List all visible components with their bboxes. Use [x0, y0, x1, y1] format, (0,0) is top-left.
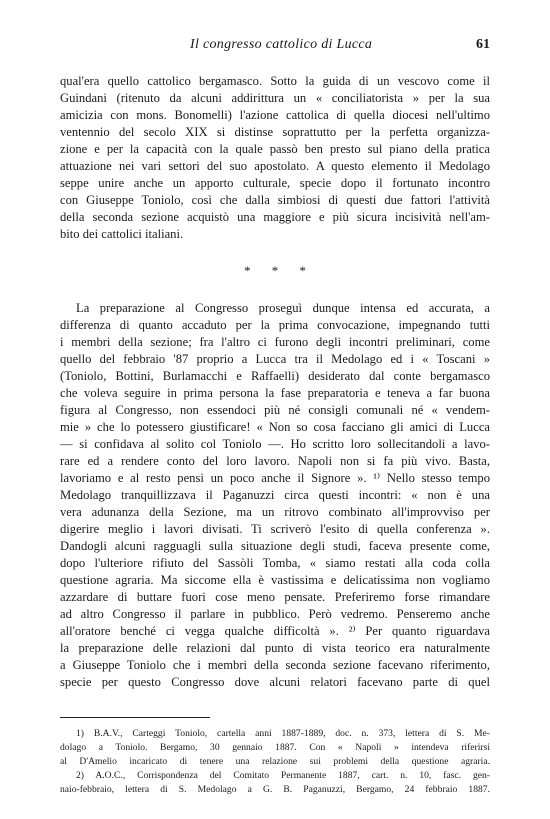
text-line: bito dei cattolici italiani.	[60, 227, 184, 241]
footnote-line: naio-febbraio, lettera di S. Medolago a G. B. Paganuzzi, Bergamo, 24 febbraio 1887.	[60, 784, 490, 795]
text-line: della seconda sezione acquistò una maggiore e più sicura incisività nell'am-	[60, 210, 490, 224]
footnote-line: dolago a Toniolo. Bergamo, 30 gennaio 1887. Con « Napoli » intendeva riferirsi	[60, 742, 490, 753]
text-line: zione e per la capacità con la quale passò ben presto sul piano della pratica	[60, 142, 490, 156]
text-line: dopo l'ulteriore rifiuto del Sassòli Tomba, « siamo restati alla coda colla	[60, 556, 490, 570]
text-line: quello del febbraio '87 proprio a Lucca tra il Medolago ed i « Toscani »	[60, 352, 490, 366]
text-line: qual'era quello cattolico bergamasco. Sotto la guida di un vescovo come il	[60, 74, 490, 88]
text-line: Dandogli alcuni ragguagli sulla situazione degli studi, faceva presente come,	[60, 539, 490, 553]
text-line: La preparazione al Congresso proseguì dunque intensa ed accurata, a	[76, 301, 490, 315]
text-line: ad altro Congresso il parlare in pubblico. Però vedremo. Penseremo anche	[60, 607, 490, 621]
text-line: Guindani (ritenuto da alcuni addirittura un « conciliatorista » per la sua	[60, 91, 490, 105]
text-line: lavoriamo e al resto pensi un poco anche il Signore ». ¹⁾ Nello stesso tempo	[60, 471, 490, 485]
text-line: la preparazione delle relazioni dal punto di vista teorico era naturalmente	[60, 641, 490, 655]
text-line: digerire meglio i lavori divisati. Ti scriverò l'esito di quella conferenza ».	[60, 522, 490, 536]
section-separator: * * *	[244, 263, 306, 278]
text-line: (Toniolo, Bottini, Burlamacchi e Raffaelli) desiderato dal conte bergamasco	[60, 369, 490, 383]
text-line: vera adunanza della Sezione, ma un ritrovo combinato all'improvviso per	[60, 505, 490, 519]
text-line: mie » che lo potessero giustificare! « Non so cosa facciano gli amici di Lucca	[60, 420, 490, 434]
text-line: all'oratore benché ci vegga qualche difficoltà ». ²⁾ Per quanto riguardava	[60, 624, 490, 638]
running-title: Il congresso cattolico di Lucca	[190, 37, 373, 52]
text-line: attuazione nei vari settori del suo apostolato. A questo elemento il Medolago	[60, 159, 490, 173]
text-line: seppe unire anche un apporto culturale, specie dopo il fortunato incontro	[60, 176, 490, 190]
text-line: che voleva seguire in prima persona la fase preparatoria e teneva a far buona	[60, 386, 490, 400]
text-line: ventennio del secolo XIX si distinse soprattutto per la perfetta organizza-	[60, 125, 490, 139]
text-line: figura al Congresso, non essendoci più né consigli comunali né « vendem-	[60, 403, 490, 417]
footnote-line: al D'Amelio incaricato di tenere una relazione sui problemi della questione agraria.	[60, 756, 490, 767]
text-line: a Giuseppe Toniolo che i membri della seconda sezione facevano riferimento,	[60, 658, 490, 672]
text-line: i membri della sezione; fra l'altro ci furono degli incontri preliminari, come	[60, 335, 490, 349]
footnote-line: 1) B.A.V., Carteggi Toniolo, cartella anni 1887-1889, doc. n. 373, lettera di S. Me-	[76, 728, 490, 739]
text-line: con Giuseppe Toniolo, così che dalla simbiosi di questi due fattori l'attività	[60, 193, 490, 207]
text-line: questione agraria. Ma siccome ella è vastissima e delicatissima non vogliamo	[60, 573, 490, 587]
text-line: rare ed a rendere conto del loro lavoro. Napoli non si fa più vivo. Basta,	[60, 454, 490, 468]
text-line: Medolago tranquillizzava il Paganuzzi circa questi incontri: « non è una	[60, 488, 490, 502]
text-line: azzardare di buttare fuori cose meno pensate. Preferiremo forse rimandare	[60, 590, 490, 604]
text-line: specie per questo Congresso dove alcuni relatori facevano parte di quel	[60, 675, 490, 689]
text-line: differenza di quanto accaduto per la prima convocazione, impegnando tutti	[60, 318, 490, 332]
page-header	[60, 37, 490, 57]
footnote-rule	[60, 717, 210, 718]
page-number: 61	[476, 37, 490, 52]
text-line: — si confidava al solito col Toniolo —. Ho scritto loro sollecitandoli a lavo-	[60, 437, 490, 451]
text-line: amicizia con mons. Bonomelli) l'azione cattolica di quella diocesi nell'ultimo	[60, 108, 490, 122]
footnote-line: 2) A.O.C., Corrispondenza del Comitato Permanente 1887, cart. n. 10, fasc. gen-	[76, 770, 490, 781]
